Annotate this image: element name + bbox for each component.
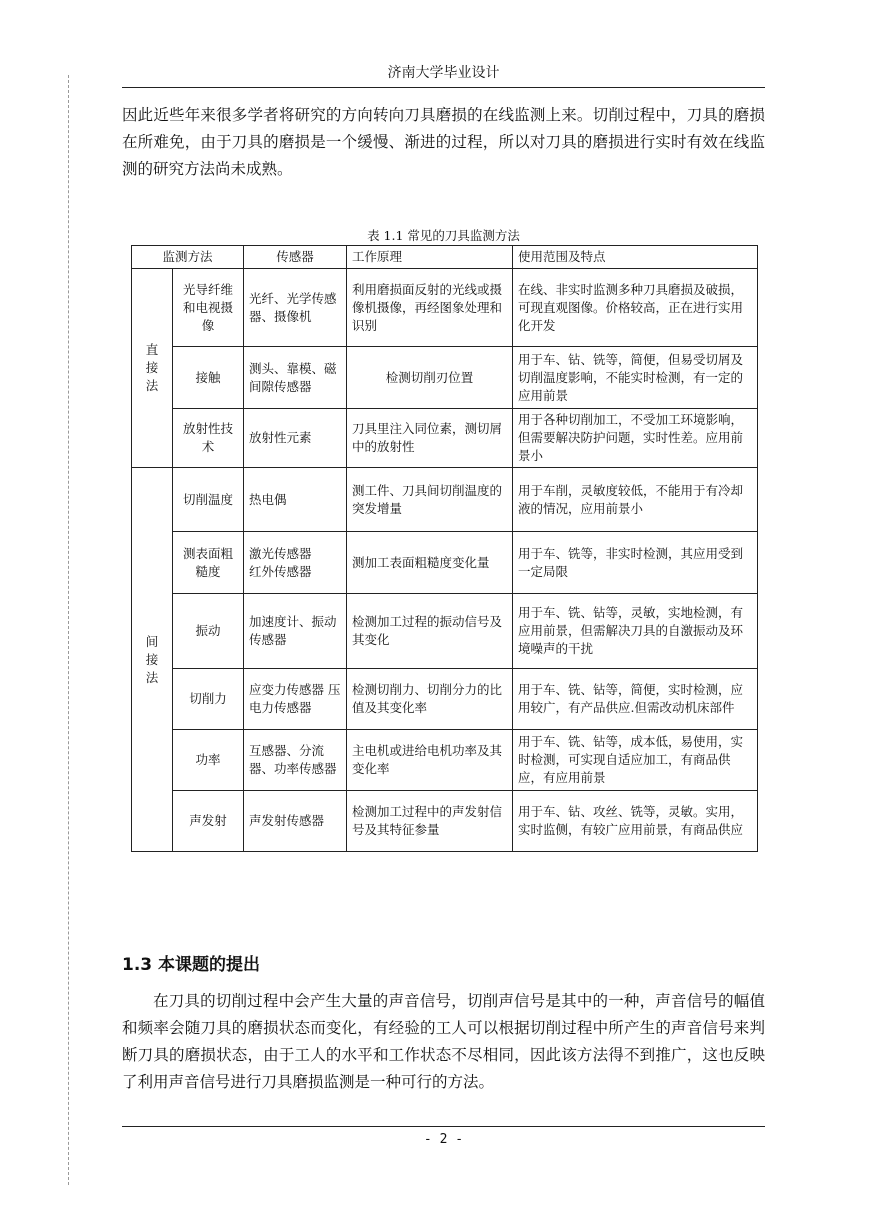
- page-number: - 2 -: [423, 1132, 464, 1147]
- method-cell: 切削温度: [173, 468, 244, 532]
- principle-cell: 检测加工过程的振动信号及其变化: [347, 594, 513, 669]
- group-label-cell: 直 接 法: [132, 269, 173, 468]
- table-row: [132, 347, 758, 409]
- table-row: [132, 594, 758, 669]
- scope-cell: 用于各种切削加工，不受加工环境影响，但需要解决防护问题，实时性差。应用前景小: [513, 409, 758, 468]
- method-cell: 光导纤维和电视摄像: [173, 269, 244, 347]
- header-principle: 工作原理: [347, 246, 513, 269]
- table-row: [132, 791, 758, 852]
- scope-cell: 用于车、钻、铣等，简便，但易受切屑及切削温度影响，不能实时检测，有一定的应用前景: [513, 347, 758, 409]
- table-row: [132, 468, 758, 532]
- sensor-cell: 加速度计、振动传感器: [244, 594, 347, 669]
- sensor-cell: 热电偶: [244, 468, 347, 532]
- scope-cell: 用于车、铣、钻等，成本低，易使用，实时检测，可实现自适应加工，有商品供应，有应用前景: [513, 730, 758, 791]
- header-sensor: 传感器: [244, 246, 347, 269]
- principle-cell: 刀具里注入同位素，测切屑中的放射性: [347, 409, 513, 468]
- sensor-cell: 声发射传感器: [244, 791, 347, 852]
- monitoring-methods-table: [131, 245, 758, 852]
- table-row: [132, 730, 758, 791]
- section-heading: 1.3 本课题的提出: [122, 955, 261, 975]
- table-caption: 表 1.1 常见的刀具监测方法: [367, 228, 520, 243]
- table-row: [132, 269, 758, 347]
- scope-cell: 用于车、铣等，非实时检测，其应用受到一定局限: [513, 532, 758, 594]
- binding-margin-line: [68, 75, 69, 1185]
- sensor-cell: 互感器、分流器、功率传感器: [244, 730, 347, 791]
- scope-cell: 在线、非实时监测多种刀具磨损及破损，可现直观图像。价格较高，正在进行实用化开发: [513, 269, 758, 347]
- scope-cell: 用于车、铣、钻等，简便，实时检测，应用较广，有产品供应.但需改动机床部件: [513, 669, 758, 730]
- principle-cell: 检测加工过程中的声发射信号及其特征参量: [347, 791, 513, 852]
- principle-cell: 检测切削力、切削分力的比值及其变化率: [347, 669, 513, 730]
- intro-paragraph: 因此近些年来很多学者将研究的方向转向刀具磨损的在线监测上来。切削过程中，刀具的磨损在所难免，由于刀具的磨损是一个缓慢、渐进的过程，所以对刀具的磨损进行实时有效在线监测的研究方法尚未成熟。: [122, 106, 765, 178]
- scope-cell: 用于车、铣、钻等，灵敏，实地检测，有应用前景，但需解决刀具的自激振动及环境噪声的干扰: [513, 594, 758, 669]
- table-row: [132, 409, 758, 468]
- method-cell: 测表面粗 糙度: [173, 532, 244, 594]
- table-header-row: [132, 246, 758, 269]
- sensor-cell: 光纤、光学传感器、摄像机: [244, 269, 347, 347]
- page-header: 济南大学毕业设计: [122, 62, 765, 88]
- method-cell: 振动: [173, 594, 244, 669]
- method-cell: 切削力: [173, 669, 244, 730]
- header-scope: 使用范围及特点: [513, 246, 758, 269]
- principle-cell: 利用磨损面反射的光线或摄像机摄像，再经图象处理和识别: [347, 269, 513, 347]
- table-row: [132, 532, 758, 594]
- principle-cell: 测工件、刀具间切削温度的突发增量: [347, 468, 513, 532]
- principle-cell: 检测切削刃位置: [347, 347, 513, 409]
- principle-cell: 主电机或进给电机功率及其变化率: [347, 730, 513, 791]
- principle-cell: 测加工表面粗糙度变化量: [347, 532, 513, 594]
- method-cell: 接触: [173, 347, 244, 409]
- header-method: 监测方法: [132, 246, 244, 269]
- table-row: [132, 669, 758, 730]
- scope-cell: 用于车削，灵敏度较低，不能用于有冷却液的情况，应用前景小: [513, 468, 758, 532]
- footer-rule: [122, 1126, 765, 1127]
- method-cell: 放射性技术: [173, 409, 244, 468]
- scope-cell: 用于车、钻、攻丝、铣等，灵敏。实用，实时监侧，有较广应用前景，有商品供应: [513, 791, 758, 852]
- group-label-cell: 间 接 法: [132, 468, 173, 852]
- sensor-cell: 应变力传感器 压电力传感器: [244, 669, 347, 730]
- sensor-cell: 放射性元素: [244, 409, 347, 468]
- sensor-cell: 测头、靠模、磁间隙传感器: [244, 347, 347, 409]
- section-paragraph: 在刀具的切削过程中会产生大量的声音信号，切削声信号是其中的一种，声音信号的幅值和频率会随刀具的磨损状态而变化，有经验的工人可以根据切削过程中所产生的声音信号来判断刀具的磨损状态，由于工人的水平和工作状态不尽相同，因此该方法得不到推广，这也反映了利用声音信号进行刀具磨损监测是一种可行的方法。: [122, 992, 765, 1091]
- method-cell: 声发射: [173, 791, 244, 852]
- sensor-cell: 激光传感器 红外传感器: [244, 532, 347, 594]
- method-cell: 功率: [173, 730, 244, 791]
